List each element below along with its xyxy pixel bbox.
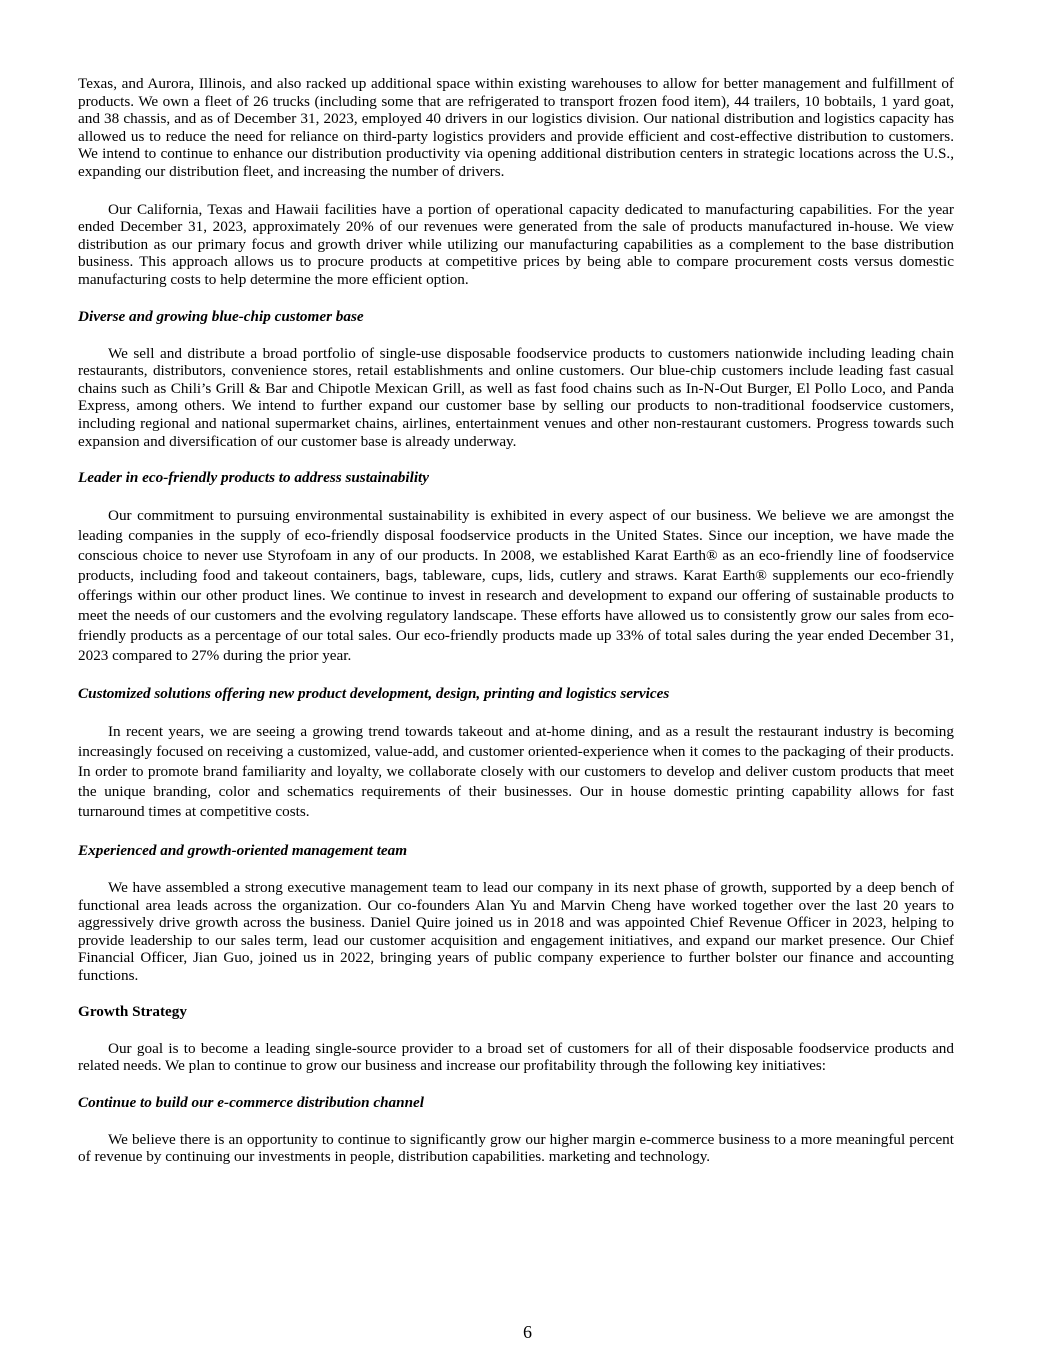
heading-ecommerce: Continue to build our e-commerce distribution channel [78,1093,424,1111]
paragraph-eco-friendly: Our commitment to pursuing environmental sustainability is exhibited in every aspect of our business. We believe we are amongst the leading companies in the supply of eco-friendly disposal foodservice products in the United States. Since our inception, we have made the conscious choice to never use Styrofoam in any of our products. In 2008, we established Karat Earth® as an eco-friendly line of foodservice products, including food and takeout containers, bags, tableware, cups, lids, cutlery and straws. Karat Earth® supplements our eco-friendly offerings within our other product lines. We continue to invest in research and development to expand our offering of sustainable products to meet the needs of our customers and the evolving regulatory landscape. These efforts have allowed us to consistently grow our sales from eco-friendly products as a percentage of our total sales. Our eco-friendly products made up 33% of total sales during the year ended December 31, 2023 compared to 27% during the prior year. [78,507,954,665]
document-page [78,75,954,1166]
paragraph-growth-strategy: Our goal is to become a leading single-source provider to a broad set of customers for all of their disposable foodservice products and related needs. We plan to continue to grow our business and increase our profitability through the following key initiatives: [78,1039,954,1075]
heading-management-team: Experienced and growth-oriented management team [78,842,408,860]
paragraph-customized-solutions: In recent years, we are seeing a growing trend towards takeout and at-home dining, and as a result the restaurant industry is becoming increasingly focused on receiving a customized, value-add, and customer oriented-experience when it comes to the packaging of their products. In order to promote brand familiarity and loyalty, we collaborate closely with our customers to develop and deliver custom products that meet the unique branding, color and schematics requirements of their businesses. Our in house domestic printing capability allows for fast turnaround times at competitive costs. [78,723,954,821]
paragraph-ecommerce: We believe there is an opportunity to continue to significantly grow our higher margin e-commerce business to a more meaningful percent of revenue by continuing our investments in people, distribution capabilities. marketing and technology. [78,1130,954,1166]
heading-customized-solutions: Customized solutions offering new product development, design, printing and logistics services [78,685,670,703]
paragraph-customer-base: We sell and distribute a broad portfolio of single-use disposable foodservice products to customers nationwide including leading chain restaurants, distributors, convenience stores, retail establishments and online customers. Our blue-chip customers include leading fast casual chains such as Chili’s Grill & Bar and Chipotle Mexican Grill, as well as fast food chains such as In-N-Out Burger, El Pollo Loco, and Panda Express, among others. We intend to further expand our customer base by selling our products to non-traditional foodservice customers, including regional and national supermarket chains, airlines, entertainment venues and other non-restaurant customers. Progress towards such expansion and diversification of our customer base is already underway. [78,344,954,450]
paragraph-management-team: We have assembled a strong executive management team to lead our company in its next phase of growth, supported by a deep bench of functional area leads across the organization. Our co-founders Alan Yu and Marvin Cheng have worked together over the last 20 years to aggressively drive growth across the business. Daniel Quire joined us in 2018 and was appointed Chief Revenue Officer in 2023, helping to provide leadership to our sales term, lead our customer acquisition and engagement initiatives, and expand our market presence. Our Chief Financial Officer, Jian Guo, joined us in 2022, bringing years of public company experience to further bolster our finance and accounting functions. [78,879,954,985]
paragraph-distribution-continued: Texas, and Aurora, Illinois, and also racked up additional space within existing warehouses to allow for better management and fulfillment of products. We own a fleet of 26 trucks (including some that are refrigerated to transport frozen food item), 44 trailers, 10 bobtails, 1 yard goat, and 38 chassis, and as of December 31, 2023, employed 40 drivers in our logistics division. Our national distribution and logistics capacity has allowed us to reduce the need for reliance on third-party logistics providers and provide efficient and cost-effective distribution to customers. We intend to continue to enhance our distribution productivity via opening additional distribution centers in strategic locations across the U.S., expanding our distribution fleet, and increasing the number of drivers. [78,75,954,180]
paragraph-manufacturing: Our California, Texas and Hawaii facilities have a portion of operational capacity dedicated to manufacturing capabilities. For the year ended December 31, 2023, approximately 20% of our revenues were generated from the sale of products manufactured in-house. We view distribution as our primary focus and growth driver while utilizing our manufacturing capabilities as a complement to the base distribution business. This approach allows us to procure products at competitive prices by being able to compare procurement costs versus domestic manufacturing costs to help determine the more efficient option. [78,200,954,288]
heading-growth-strategy: Growth Strategy [78,1002,187,1020]
heading-eco-friendly: Leader in eco-friendly products to address sustainability [78,469,429,487]
page-number: 6 [523,1322,532,1342]
heading-customer-base: Diverse and growing blue-chip customer base [78,307,364,325]
